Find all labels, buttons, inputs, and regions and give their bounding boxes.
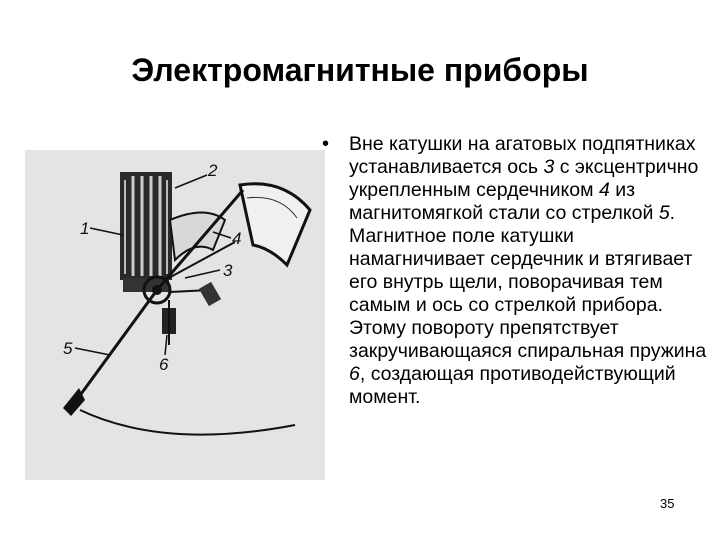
body-text: с эксцентрично укрепленным сердечником (349, 156, 699, 201)
label-4: 4 (232, 229, 242, 248)
slide-title: Электромагнитные приборы (131, 52, 589, 88)
slide-number: 35 (660, 496, 675, 511)
body-text: . Магнитное поле катушки намагничивает сердечник и втягивает его внутрь щели, поворачивая тем самым и ось со стрелкой прибора. Этому повороту препятствует закручивающаяся спиральная пружина (349, 202, 707, 362)
ref-axis-number: 3 (543, 156, 555, 178)
ref-spring-number: 6 (349, 363, 360, 385)
label-5: 5 (63, 339, 73, 358)
bullet-text (349, 133, 707, 409)
diagram-svg (25, 150, 325, 480)
bullet-item (322, 133, 707, 409)
label-2: 2 (208, 161, 218, 180)
body-text: Вне катушки на агатовых подпятниках устанавливается ось (349, 133, 696, 178)
label-3: 3 (223, 261, 233, 280)
electromagnetic-instrument-diagram (25, 150, 325, 480)
body-text: из магнитомягкой стали со стрелкой (349, 179, 659, 224)
body-text: , создающая противодействующий момент. (349, 363, 676, 408)
label-6: 6 (159, 355, 169, 374)
bullet-marker: • (322, 133, 330, 155)
ref-pointer-number: 5 (658, 202, 670, 224)
label-1: 1 (80, 219, 90, 238)
ref-core-number: 4 (598, 179, 610, 201)
coil (120, 172, 172, 292)
